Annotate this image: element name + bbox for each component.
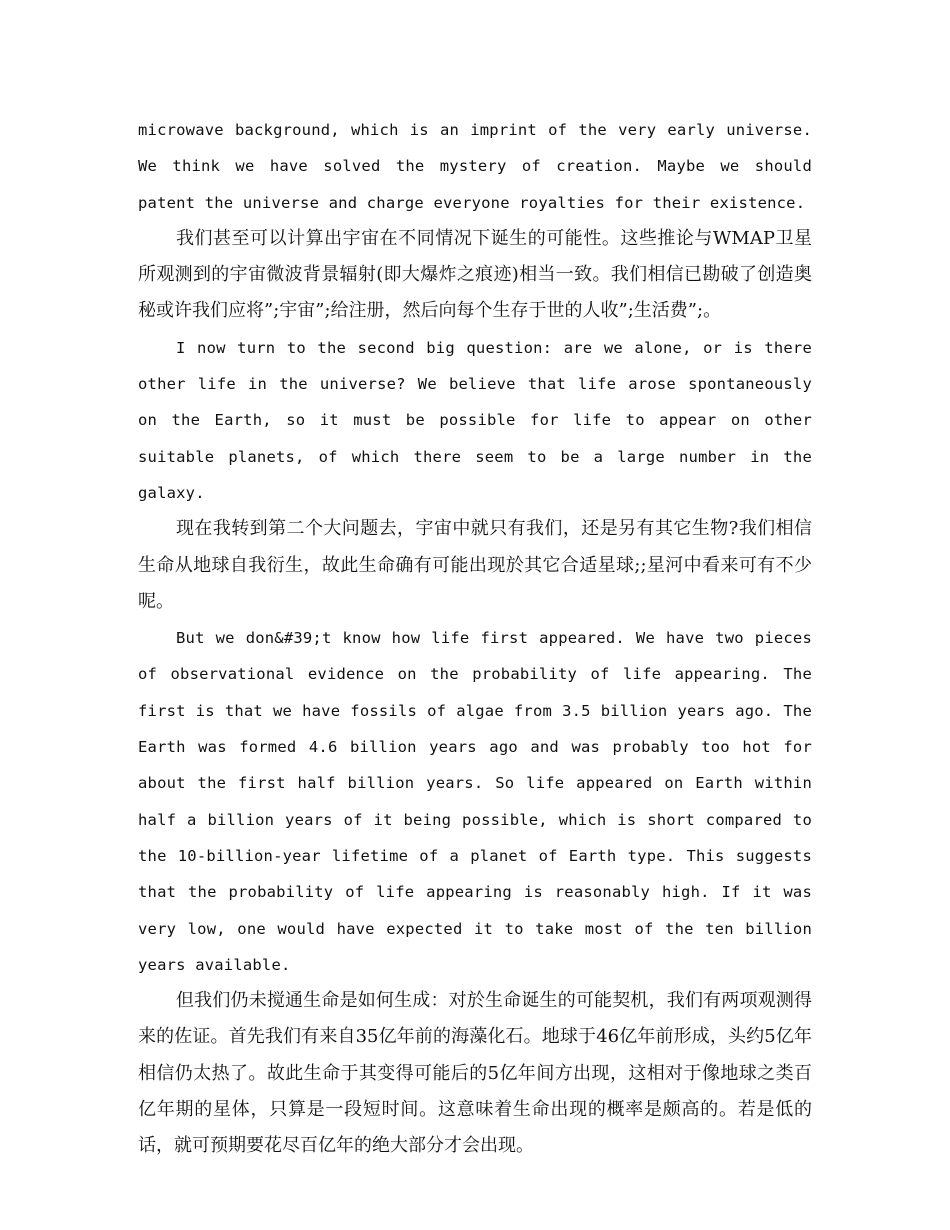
paragraph-en-second-question: I now turn to the second big question: are we alone, or is there other life in the universe? We believe that life arose spontaneously on the Earth, so it must be possible for life to appear on other suitable planets, of which there seem to be a large number in the galaxy. <box>138 338 812 502</box>
paragraph-en-life-appeared: But we don&#39;t know how life first appeared. We have two pieces of observational evidence on the probability of life appearing. The first is that we have fossils of algae from 3.5 billion years ago. The Earth was formed 4.6 billion years ago and was probably too hot for about the first half billion years. So life appeared on Earth within half a billion years of it being possible, which is short compared to the 10-billion-year lifetime of a planet of Earth type. This suggests that the probability of life appearing is reasonably high. If it was very low, one would have expected it to take most of the ten billion years available. <box>138 629 812 974</box>
paragraph-zh-probability: 我们甚至可以计算出宇宙在不同情况下诞生的可能性。这些推论与WMAP卫星所观测到的宇宙微波背景辐射(即大爆炸之痕迹)相当一致。我们相信已勘破了创造奥秘或许我们应将”;宇宙”;给注册，然后向每个生存于世的人收”;生活费”;。 <box>138 227 812 322</box>
paragraph-zh-second-question: 现在我转到第二个大问题去，宇宙中就只有我们，还是另有其它生物?我们相信生命从地球自我衍生，故此生命确有可能出现於其它合适星球;;星河中看来可有不少呢。 <box>138 518 812 612</box>
document-page <box>138 112 812 1165</box>
paragraph-en-microwave-background: microwave background, which is an imprint of the very early universe. We think we have solved the mystery of creation. Maybe we should patent the universe and charge everyone royalties for their existence. <box>138 121 812 212</box>
paragraph-zh-life-appeared: 但我们仍未搅通生命是如何生成：对於生命诞生的可能契机，我们有两项观测得来的佐证。首先我们有来自35亿年前的海藻化石。地球于46亿年前形成，头约5亿年相信仍太热了。故此生命于其变得可能后的5亿年间方出现，这相对于像地球之类百亿年期的星体，只算是一段短时间。这意味着生命出现的概率是颇高的。若是低的话，就可预期要花尽百亿年的绝大部分才会出现。 <box>138 990 812 1157</box>
